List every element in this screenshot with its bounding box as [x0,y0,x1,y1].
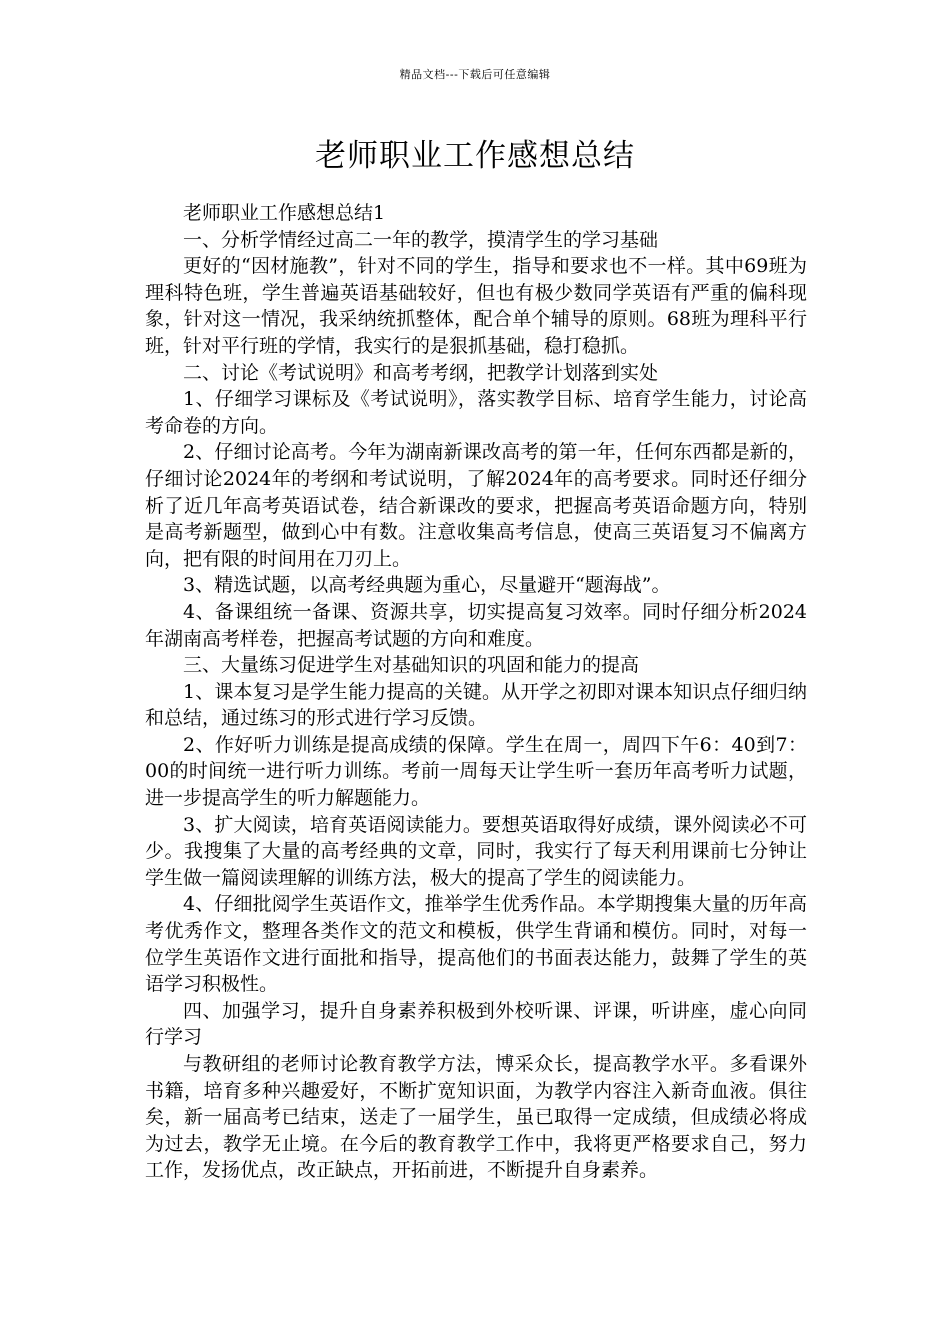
paragraph: 1、课本复习是学生能力提高的关键。从开学之初即对课本知识点仔细归纳和总结，通过练习的形式进行学习反馈。 [145,680,807,730]
paragraph: 2、作好听力训练是提高成绩的保障。学生在周一，周四下午6：40到7：00的时间统一进行听力训练。考前一周每天让学生听一套历年高考听力试题，进一步提高学生的听力解题能力。 [145,733,807,810]
paragraph: 更好的“因材施教”，针对不同的学生，指导和要求也不一样。其中69班为理科特色班，学生普遍英语基础较好，但也有极少数同学英语有严重的偏科现象，针对这一情况，我采纳统抓整体，配合单个辅导的原则。68班为理科平行班，针对平行班的学情，我实行的是狠抓基础，稳打稳抓。 [145,255,807,357]
paragraph: 三、大量练习促进学生对基础知识的巩固和能力的提高 [183,654,640,677]
paragraph: 与教研组的老师讨论教育教学方法，博采众长，提高教学水平。多看课外书籍，培育多种兴趣爱好，不断扩宽知识面，为教学内容注入新奇血液。俱往矣，新一届高考已结束，送走了一届学生，虽已取得一定成绩，但成绩必将成为过去，教学无止境。在今后的教育教学工作中，我将更严格要求自己，努力工作，发扬优点，改正缺点，开拓前进，不断提升自身素养。 [145,1053,807,1182]
header-note: 精品文档---下载后可任意编辑 [399,68,551,81]
paragraph: 老师职业工作感想总结1 [183,202,386,224]
paragraph: 一、分析学情经过高二一年的教学，摸清学生的学习基础 [183,228,659,251]
paragraph: 四、加强学习，提升自身素养积极到外校听课、评课，听讲座，虚心向同行学习 [145,999,807,1049]
paragraph: 3、扩大阅读，培育英语阅读能力。要想英语取得好成绩，课外阅读必不可少。我搜集了大量的高考经典的文章，同时，我实行了每天利用课前七分钟让学生做一篇阅读理解的训练方法，极大的提高了学生的阅读能力。 [145,813,807,889]
paragraph: 4、仔细批阅学生英语作文，推举学生优秀作品。本学期搜集大量的历年高考优秀作文，整理各类作文的范文和模板，供学生背诵和模仿。同时，对每一位学生英语作文进行面批和指导，提高他们的书面表达能力，鼓舞了学生的英语学习积极性。 [145,893,807,996]
paragraph: 2、仔细讨论高考。今年为湖南新课改高考的第一年，任何东西都是新的，仔细讨论2024年的考纲和考试说明，了解2024年的高考要求。同时还仔细分析了近几年高考英语试卷，结合新课改的要求，把握高考英语命题方向，特别是高考新题型，做到心中有数。注意收集高考信息，使高三英语复习不偏离方向，把有限的时间用在刀刃上。 [145,441,807,570]
paragraph: 4、备课组统一备课、资源共享，切实提高复习效率。同时仔细分析2024年湖南高考样卷，把握高考试题的方向和难度。 [145,600,807,650]
paragraph: 二、讨论《考试说明》和高考考纲，把教学计划落到实处 [183,361,659,384]
paragraph: 3、精选试题，以高考经典题为重心，尽量避开“题海战”。 [183,574,671,597]
paragraph: 1、仔细学习课标及《考试说明》，落实教学目标、培育学生能力，讨论高考命卷的方向。 [145,388,807,437]
page-title: 老师职业工作感想总结 [315,138,635,174]
document-body [145,200,807,1184]
